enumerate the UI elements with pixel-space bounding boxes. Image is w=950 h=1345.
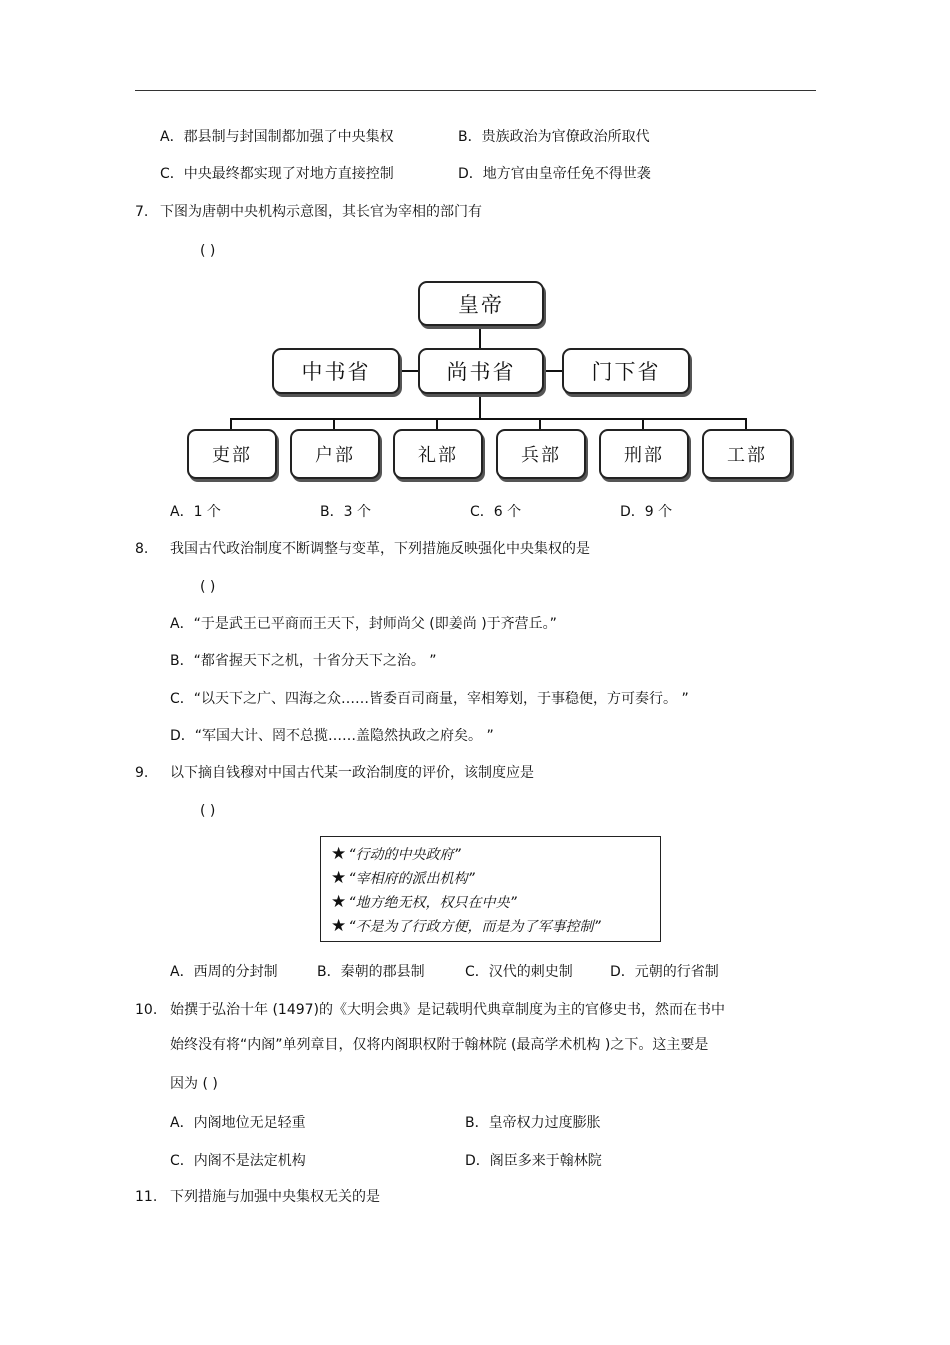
org-box-hubu: 户部	[290, 429, 380, 479]
q10-option-c: C．内阁不是法定机构	[170, 1153, 306, 1169]
q11-stem: 下列措施与加强中央集权无关的是	[170, 1189, 380, 1205]
org-line-down	[479, 392, 481, 419]
q6-option-b: B．贵族政治为官僚政治所取代	[458, 129, 650, 145]
q10-number: 10.	[135, 1002, 158, 1018]
q9-stem: 以下摘自钱穆对中国古代某一政治制度的评价，该制度应是	[170, 765, 534, 781]
q7-option-a: A．1 个	[170, 504, 221, 520]
q10-option-b: B．皇帝权力过度膨胀	[465, 1115, 601, 1131]
org-box-menxia: 门下省	[562, 348, 690, 394]
org-box-libu-rites: 礼部	[393, 429, 483, 479]
star-icon: ★	[331, 844, 347, 864]
org-box-bingbu: 兵部	[496, 429, 586, 479]
qian-mu-quote-box	[320, 836, 661, 942]
q9-option-a: A．西周的分封制	[170, 964, 278, 980]
q10-stem-line1: 始撰于弘治十年 (1497)的《大明会典》是记载明代典章制度为主的官修史书，然而在书中	[170, 1002, 726, 1018]
q8-answer-paren: ( )	[200, 579, 216, 595]
org-box-libu-personnel: 吏部	[187, 429, 277, 479]
org-line-drop	[436, 418, 438, 429]
q6-option-c: C．中央最终都实现了对地方直接控制	[160, 166, 394, 182]
org-line-bus	[230, 418, 747, 420]
q8-stem: 我国古代政治制度不断调整与变革，下列措施反映强化中央集权的是	[170, 541, 590, 557]
q6-option-d: D．地方官由皇帝任免不得世袭	[458, 166, 651, 182]
q7-stem: 下图为唐朝中央机构示意图，其长官为宰相的部门有	[160, 204, 482, 220]
star-icon: ★	[331, 892, 347, 912]
q10-option-a: A．内阁地位无足轻重	[170, 1115, 306, 1131]
org-box-shangshu: 尚书省	[418, 348, 544, 394]
q8-option-c: C．“以天下之广、四海之众……皆委百司商量，宰相筹划，于事稳便，方可奏行。 ”	[170, 691, 689, 707]
quote-line: ★ “宰相府的派出机构”	[331, 868, 475, 888]
org-line-mid-left	[398, 370, 418, 372]
q7-option-b: B．3 个	[320, 504, 371, 520]
q9-option-c: C．汉代的刺史制	[465, 964, 573, 980]
org-line-drop	[230, 418, 232, 429]
org-line-mid-right	[542, 370, 562, 372]
q7-answer-paren: ( )	[200, 243, 216, 259]
q10-stem-line2: 始终没有将“内阁”单列章目，仅将内阁职权附于翰林院 (最高学术机构 )之下。这主要是	[170, 1037, 709, 1053]
q9-option-d: D．元朝的行省制	[610, 964, 719, 980]
org-line-drop	[745, 418, 747, 429]
org-line-drop	[642, 418, 644, 429]
star-icon: ★	[331, 868, 347, 888]
q11-number: 11.	[135, 1189, 158, 1205]
q7-option-c: C．6 个	[470, 504, 522, 520]
q8-option-b: B．“都省握天下之机，十省分天下之治。 ”	[170, 653, 437, 669]
org-box-zhongshu: 中书省	[272, 348, 400, 394]
quote-line: ★ “不是为了行政方便，而是为了军事控制”	[331, 916, 601, 936]
quote-line: ★ “地方绝无权，权只在中央”	[331, 892, 517, 912]
q8-option-a: A．“于是武王已平商而王天下，封师尚父 (即姜尚 )于齐营丘。”	[170, 616, 557, 632]
org-box-xingbu: 刑部	[599, 429, 689, 479]
q7-option-d: D．9 个	[620, 504, 673, 520]
q7-number: 7.	[135, 204, 149, 220]
q10-option-d: D．阁臣多来于翰林院	[465, 1153, 602, 1169]
q8-number: 8.	[135, 541, 149, 557]
q8-option-d: D．“军国大计、罔不总揽……盖隐然执政之府矣。 ”	[170, 728, 494, 744]
header-rule	[135, 90, 816, 91]
org-box-gongbu: 工部	[702, 429, 792, 479]
q9-number: 9.	[135, 765, 149, 781]
quote-line: ★ “行动的中央政府”	[331, 844, 461, 864]
star-icon: ★	[331, 916, 347, 936]
org-line-drop	[539, 418, 541, 429]
org-line-drop	[333, 418, 335, 429]
org-box-emperor: 皇帝	[418, 281, 544, 326]
q9-answer-paren: ( )	[200, 803, 216, 819]
q6-option-a: A．郡县制与封国制都加强了中央集权	[160, 129, 394, 145]
q10-stem-line3: 因为 ( )	[170, 1076, 218, 1092]
org-line-top	[479, 324, 481, 348]
q9-option-b: B．秦朝的郡县制	[317, 964, 425, 980]
